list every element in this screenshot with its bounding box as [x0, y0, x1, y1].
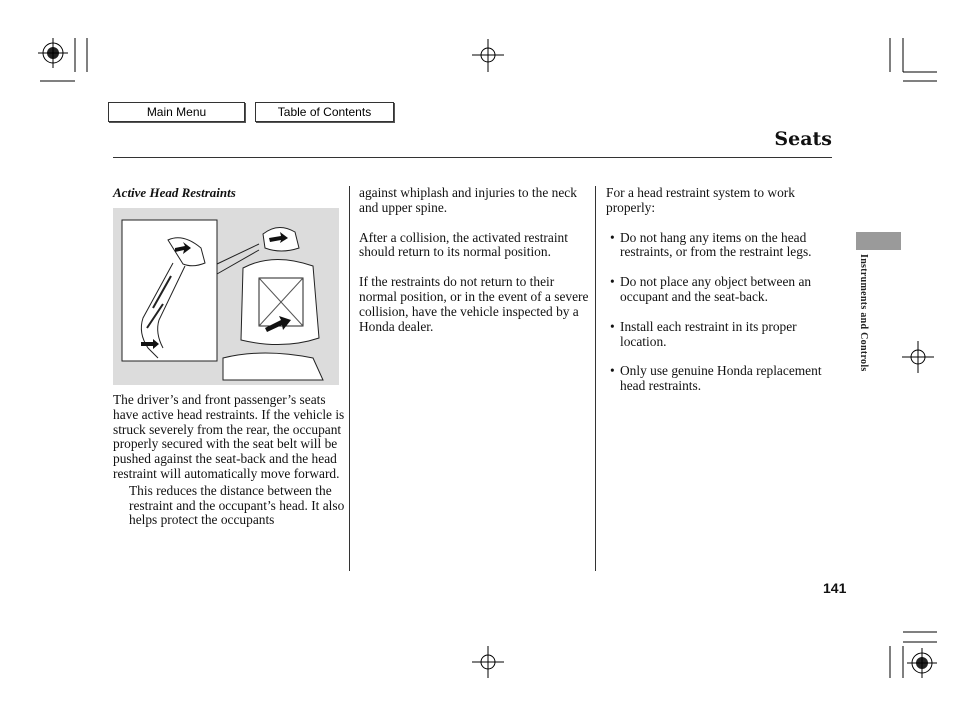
list-item: • Do not hang any items on the head restraints, or from the restraint legs.: [606, 231, 836, 261]
page-title: Seats: [774, 128, 832, 150]
column-divider: [595, 186, 596, 571]
paragraph: If the restraints do not return to their normal position, or in the event of a severe collision, have the vehicle inspected by a Honda dealer.: [359, 274, 589, 334]
seat-illustration: [113, 208, 339, 385]
crosshair-right-icon: [902, 341, 934, 373]
paragraph: This reduces the distance between the restraint and the occupant’s head. It also helps protect the occupants: [129, 482, 345, 528]
list-item: • Install each restraint in its proper location.: [606, 320, 836, 350]
column-two: [359, 186, 589, 349]
list-item: • Only use genuine Honda replacement head restraints.: [606, 364, 836, 394]
table-of-contents-button[interactable]: Table of Contents: [255, 102, 394, 122]
bullet-list: [606, 231, 836, 394]
main-menu-button[interactable]: Main Menu: [108, 102, 245, 122]
column-one-body: [113, 393, 345, 543]
column-one: [113, 186, 341, 201]
paragraph: The driver’s and front passenger’s seats have active head restraints. If the vehicle is struck severely from the rear, the occupant properly secured with the seat belt will be pushed against the seat-back and the head restraint will automatically move forward.: [113, 392, 345, 481]
list-item: • Do not place any object between an occupant and the seat-back.: [606, 275, 836, 305]
crosshair-top-icon: [472, 39, 504, 72]
paragraph: against whiplash and injuries to the neck and upper spine.: [359, 185, 577, 215]
paragraph: For a head restraint system to work properly:: [606, 185, 795, 215]
section-tab-label: Instruments and Controls: [858, 254, 869, 372]
paragraph: After a collision, the activated restraint should return to its normal position.: [359, 229, 568, 260]
head-restraint-diagram-icon: [113, 208, 339, 385]
title-rule: [113, 157, 832, 158]
target-bottom-right-icon: [907, 648, 937, 678]
column-three: [606, 186, 836, 409]
page-number: 141: [823, 580, 847, 596]
column-divider: [349, 186, 350, 571]
crosshair-bottom-icon: [472, 646, 504, 678]
section-subheading: Active Head Restraints: [113, 185, 236, 200]
section-tab[interactable]: [856, 232, 901, 250]
target-top-left-icon: [38, 38, 68, 68]
